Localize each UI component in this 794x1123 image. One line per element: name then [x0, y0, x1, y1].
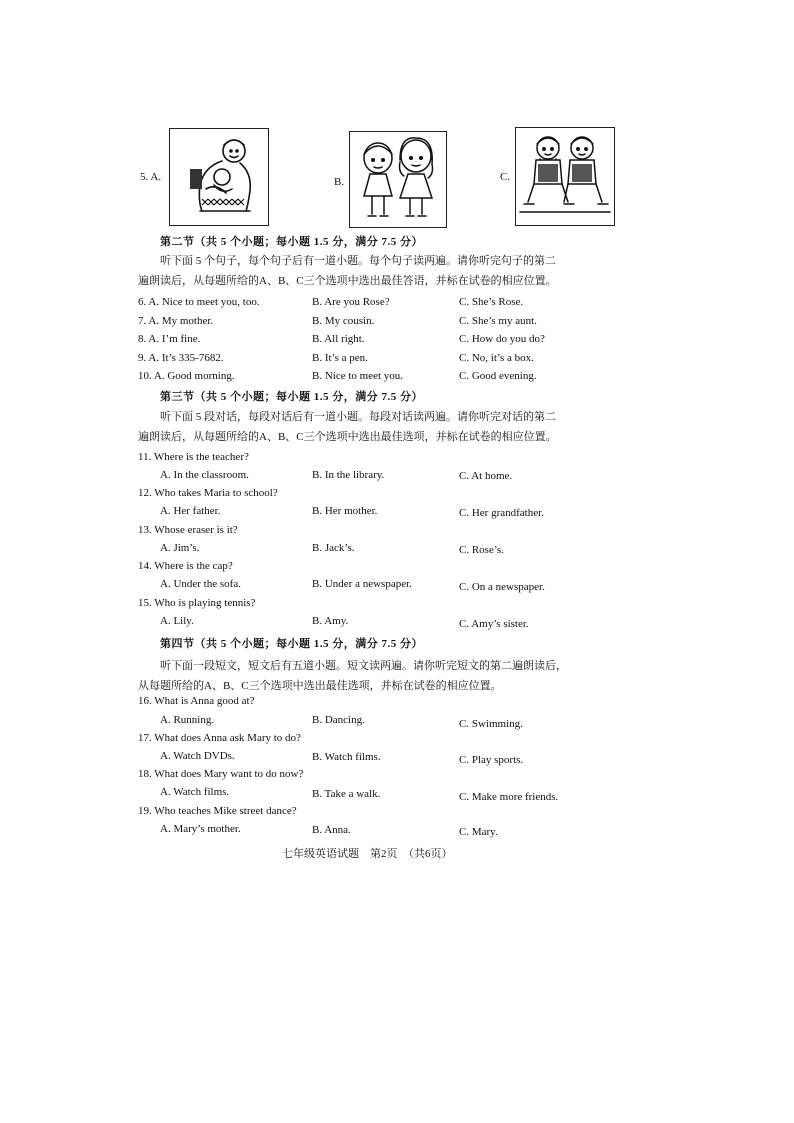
q15-stem: 15. Who is playing tennis? [138, 597, 256, 609]
q14-option-b: B. Under a newspaper. [312, 578, 412, 590]
section2-instruction-line1: 听下面 5 个句子，每个句子后有一道小题。每个句子读两遍。请你听完句子的第二 [160, 255, 556, 267]
page-footer: 七年级英语试题 第2页 （共6页） [282, 848, 453, 860]
q9-option-c: C. No, it’s a box. [459, 352, 534, 364]
q12-option-a: A. Her father. [160, 505, 221, 517]
q10-option-b: B. Nice to meet you. [312, 370, 404, 382]
q10-option-c: C. Good evening. [459, 370, 537, 382]
q12-option-c: C. Her grandfather. [459, 507, 544, 519]
q19-option-a: A. Mary’s mother. [160, 823, 241, 835]
section2-instruction-line2: 遍朗读后，从每题所给的A、B、C三个选项中选出最佳答语，并标在试卷的相应位置。 [138, 275, 557, 287]
q9-option-a: 9. A. It’s 335-7682. [138, 352, 224, 364]
section3-title: 第三节（共 5 个小题；每小题 1.5 分，满分 7.5 分） [160, 391, 423, 403]
q17-option-c: C. Play sports. [459, 754, 524, 766]
q11-option-c: C. At home. [459, 470, 513, 482]
q11-option-a: A. In the classroom. [160, 469, 249, 481]
q10-option-a: 10. A. Good morning. [138, 370, 235, 382]
q7-option-b: B. My cousin. [312, 315, 375, 327]
q18-stem: 18. What does Mary want to do now? [138, 768, 304, 780]
q13-stem: 13. Whose eraser is it? [138, 524, 238, 536]
q16-option-c: C. Swimming. [459, 718, 523, 730]
q16-stem: 16. What is Anna good at? [138, 695, 255, 707]
q5-prefix: 5. A. [140, 171, 162, 183]
q14-stem: 14. Where is the cap? [138, 560, 233, 572]
q18-option-c: C. Make more friends. [459, 791, 559, 803]
q11-option-b: B. In the library. [312, 469, 385, 481]
q13-option-b: B. Jack’s. [312, 542, 355, 554]
q13-option-a: A. Jim’s. [160, 542, 200, 554]
q15-option-c: C. Amy’s sister. [459, 618, 529, 630]
q17-stem: 17. What does Anna ask Mary to do? [138, 732, 301, 744]
q5-label-b: B. [334, 176, 345, 188]
q7-option-c: C. She’s my aunt. [459, 315, 537, 327]
q16-option-b: B. Dancing. [312, 714, 365, 726]
q15-option-a: A. Lily. [160, 615, 194, 627]
section4-title: 第四节（共 5 个小题；每小题 1.5 分，满分 7.5 分） [160, 638, 423, 650]
q8-option-a: 8. A. I’m fine. [138, 333, 201, 345]
q8-option-b: B. All right. [312, 333, 365, 345]
q6-option-c: C. She’s Rose. [459, 296, 524, 308]
section2-title: 第二节（共 5 个小题；每小题 1.5 分，满分 7.5 分） [160, 236, 423, 248]
two-boys-picture [515, 127, 615, 226]
q17-option-a: A. Watch DVDs. [160, 750, 235, 762]
q16-option-a: A. Running. [160, 714, 215, 726]
q6-option-b: B. Are you Rose? [312, 296, 390, 308]
q11-stem: 11. Where is the teacher? [138, 451, 249, 463]
q17-option-b: B. Watch films. [312, 751, 381, 763]
q19-option-b: B. Anna. [312, 824, 351, 836]
q18-option-a: A. Watch films. [160, 786, 230, 798]
section3-instruction-line2: 遍朗读后，从每题所给的A、B、C三个选项中选出最佳选项，并标在试卷的相应位置。 [138, 431, 557, 443]
mother-and-child-illustration [170, 129, 268, 225]
section4-instruction-line2: 从每题所给的A、B、C三个选项中选出最佳选项，并标在试卷的相应位置。 [138, 680, 502, 692]
section4-instruction-line1: 听下面一段短文，短文后有五道小题。短文读两遍。请你听完短文的第二遍朗读后， [160, 660, 567, 672]
q7-option-a: 7. A. My mother. [138, 315, 214, 327]
q9-option-b: B. It’s a pen. [312, 352, 368, 364]
q12-stem: 12. Who takes Maria to school? [138, 487, 278, 499]
two-girls-picture [349, 131, 447, 228]
two-girls-illustration [350, 132, 446, 227]
q19-stem: 19. Who teaches Mike street dance? [138, 805, 297, 817]
q19-option-c: C. Mary. [459, 826, 498, 838]
q13-option-c: C. Rose’s. [459, 544, 504, 556]
section3-instruction-line1: 听下面 5 段对话，每段对话后有一道小题。每段对话读两遍。请你听完对话的第二 [160, 411, 556, 423]
q14-option-a: A. Under the sofa. [160, 578, 241, 590]
q5-label-c: C. [500, 171, 511, 183]
q12-option-b: B. Her mother. [312, 505, 378, 517]
q18-option-b: B. Take a walk. [312, 788, 381, 800]
q15-option-b: B. Amy. [312, 615, 349, 627]
q6-option-a: 6. A. Nice to meet you, too. [138, 296, 260, 308]
two-boys-illustration [516, 128, 614, 225]
mother-and-child-picture [169, 128, 269, 226]
q8-option-c: C. How do you do? [459, 333, 545, 345]
q14-option-c: C. On a newspaper. [459, 581, 545, 593]
